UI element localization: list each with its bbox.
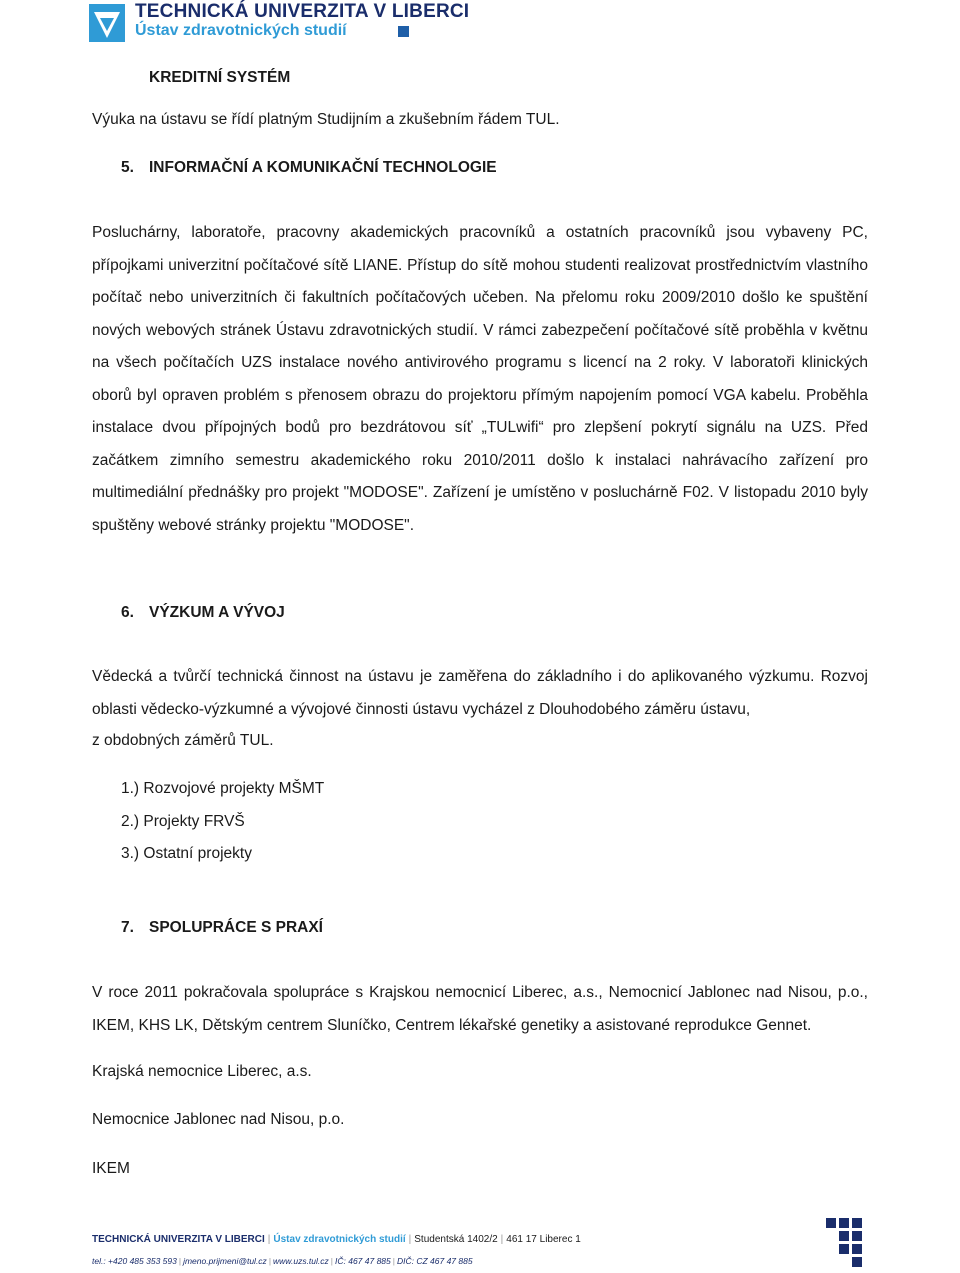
partner-item: IKEM [92,1160,130,1177]
footer-university: TECHNICKÁ UNIVERZITA V LIBERCI [92,1234,265,1245]
footer-dic: DIČ: CZ 467 47 885 [396,1256,473,1266]
footer-address: TECHNICKÁ UNIVERZITA V LIBERCI | Ústav zdravotnických studií | Studentská 1402/2 | 461 17 Liberec 1 [92,1234,581,1245]
section7-title: SPOLUPRÁCE S PRAXÍ [149,919,323,936]
section7-number: 7. [121,919,134,936]
credit-text: Výuka na ústavu se řídí platným Studijním a zkušebním řádem TUL. [92,111,560,128]
footer-web[interactable]: www.uzs.tul.cz [273,1256,329,1266]
list-item: 1.) Rozvojové projekty MŠMT [121,780,325,797]
section7-paragraph: V roce 2011 pokračovala spolupráce s Krajskou nemocnicí Liberec, a.s., Nemocnicí Jablonec nad Nisou, p.o., IKEM, KHS LK, Dětským centrem Sluníčko, Centrem lékařské genetiky a asistované reprodukce Gennet. [92,984,868,1034]
list-item: 2.) Projekty FRVŠ [121,813,245,830]
section6-number: 6. [121,604,134,621]
header-university-name: TECHNICKÁ UNIVERZITA V LIBERCI [135,1,470,22]
partner-item: Krajská nemocnice Liberec, a.s. [92,1063,312,1080]
section6-paragraph: Vědecká a tvůrčí technická činnost na ústavu je zaměřena do základního i do aplikovaného výzkumu. Rozvoj oblasti vědecko-výzkumné a vývojové činnosti ústavu vycházel z Dlouhodobého záměru ústavu, [92,668,868,718]
list-item: 3.) Ostatní projekty [121,845,252,862]
logo-square-icon [398,26,409,37]
footer-phone: tel.: +420 485 353 593 [92,1256,177,1266]
footer-pattern-icon [826,1218,862,1270]
section6-heading [121,604,285,622]
university-logo-icon [89,4,125,42]
section6-paragraph-end: z obdobných záměrů TUL. [92,732,274,749]
footer-ic: IČ: 467 47 885 [335,1256,391,1266]
footer-contacts: tel.: +420 485 353 593 | jmeno.prijmeni@tul.cz | www.uzs.tul.cz | IČ: 467 47 885 | DIČ: CZ 467 47 885 [92,1256,473,1266]
footer-city: 461 17 Liberec 1 [506,1234,581,1245]
section5-title: INFORMAČNÍ A KOMUNIKAČNÍ TECHNOLOGIE [149,159,497,176]
header-institute-name: Ústav zdravotnických studií [135,22,347,39]
section6-title: VÝZKUM A VÝVOJ [149,604,285,621]
footer-institute: Ústav zdravotnických studií [273,1234,406,1245]
partner-item: Nemocnice Jablonec nad Nisou, p.o. [92,1111,345,1128]
section7-heading [121,919,323,937]
section5-heading [121,159,497,177]
section5-number: 5. [121,159,134,176]
footer-street: Studentská 1402/2 [414,1234,498,1245]
credit-heading: KREDITNÍ SYSTÉM [149,69,291,86]
section5-paragraph: Posluchárny, laboratoře, pracovny akademických pracovníků a ostatních pracovníků jsou vybaveny PC, přípojkami univerzitní počítačové sítě LIANE. Přístup do sítě mohou studenti realizovat prostřednictvím vlastního počítač nebo univerzitních či fakultních počítačových učeben. Na přelomu roku 2009/2010 došlo ke spuštění nových webových stránek Ústavu zdravotnických studií. V rámci zabezpečení počítačové sítě proběhla v květnu na všech počítačích UZS instalace nového antivirového programu s licencí na 2 roky. V laboratoři klinických oborů byl opraven problém s přenosem obrazu do projektoru přímým napojením pomocí VGA kabelu. Proběhla instalace dvou přípojných bodů pro bezdrátovou síť „TULwifi“ pro zlepšení pokrytí signálu na UZS. Před začátkem zimního semestru akademického roku 2010/2011 došlo k instalaci nahrávacího zařízení pro multimediální přednášky pro projekt "MODOSE". Zařízení je umístěno v posluchárně F02. V listopadu 2010 byly spuštěny webové stránky projektu "MODOSE". [92,224,868,534]
footer-email[interactable]: jmeno.prijmeni@tul.cz [183,1256,267,1266]
